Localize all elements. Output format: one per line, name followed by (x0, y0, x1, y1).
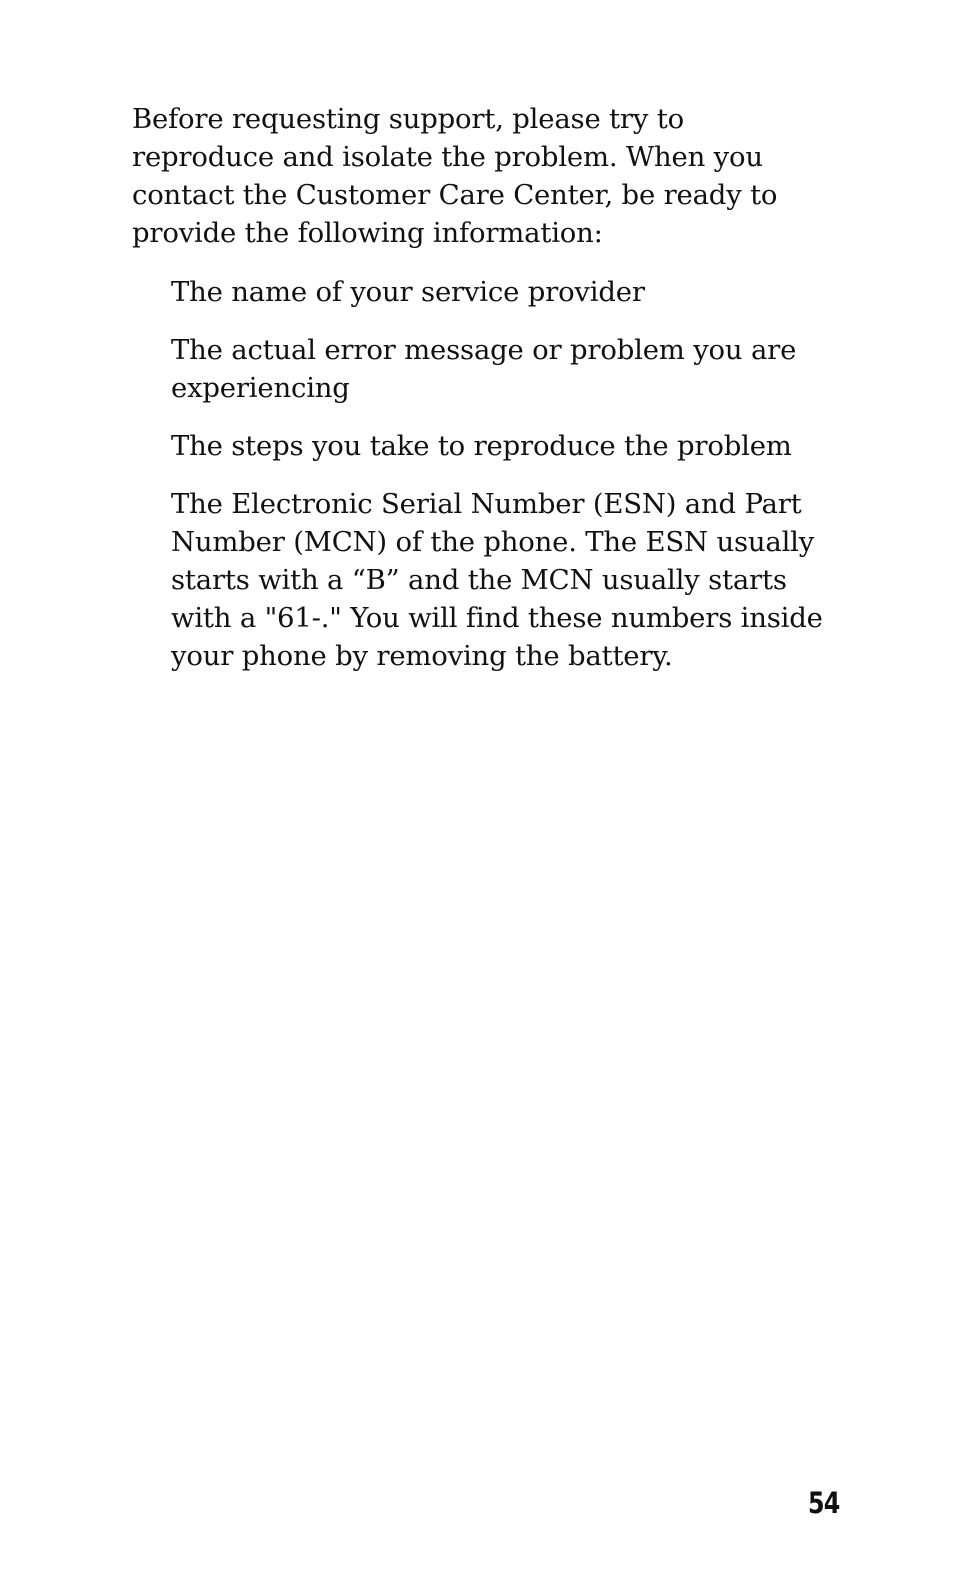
required-information-list (171, 273, 831, 695)
page-number: 54 (808, 1486, 840, 1520)
intro-paragraph: Before requesting support, please try to reproduce and isolate the problem. When you contact the Customer Care Center, be ready to provide the following information: (132, 103, 778, 249)
list-item-service-provider: The name of your service provider (171, 276, 645, 308)
list-item-esn-mcn: The Electronic Serial Number (ESN) and Part Number (MCN) of the phone. The ESN usually starts with a “B” and the MCN usually starts with a "61-." You will find these numbers inside your phone by removing the battery. (171, 488, 823, 672)
list-item-reproduce-steps: The steps you take to reproduce the problem (171, 430, 792, 462)
list-item-error-message: The actual error message or problem you are experiencing (171, 334, 797, 404)
